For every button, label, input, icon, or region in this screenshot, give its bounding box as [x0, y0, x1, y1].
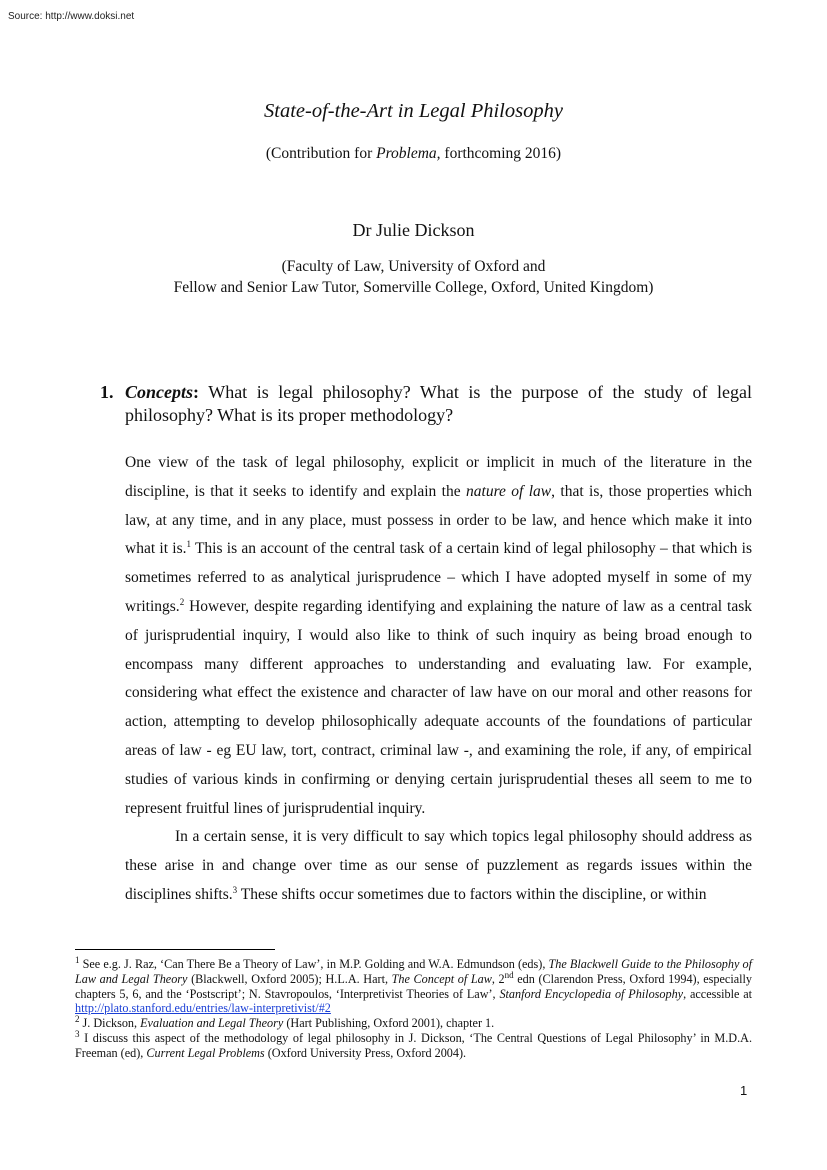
- body-text: [125, 449, 752, 910]
- affiliation-line-1: (Faculty of Law, University of Oxford and: [281, 258, 546, 275]
- fn1-text-a: See e.g. J. Raz, ‘Can There Be a Theory of Law’, in M.P. Golding and W.A. Edmundson (eds),: [79, 957, 549, 971]
- fn3-title: Current Legal Problems: [146, 1045, 265, 1060]
- p2-text-a: In a certain sense, it is very difficult to say which topics legal philosophy should address as these arise in and change over time as our sense of puzzlement as regards issues within the disciplines shifts.: [125, 828, 752, 903]
- footnote-3-number: 3: [75, 1028, 80, 1039]
- fn2-text-a: J. Dickson,: [79, 1016, 141, 1031]
- fn1-title-1: The Blackwell Guide to the Philosophy of Law and Legal Theory: [75, 957, 753, 986]
- section-colon: :: [193, 382, 200, 402]
- affiliation-line-2: Fellow and Senior Law Tutor, Somerville College, Oxford, United Kingdom): [173, 279, 654, 296]
- subtitle-prefix: (Contribution for: [265, 145, 377, 162]
- fn1-ordinal: nd: [504, 969, 514, 980]
- document-title: State-of-the-Art in Legal Philosophy: [264, 100, 563, 122]
- section-question: What is legal philosophy? What is the purpose of the study of legal philosophy? What is its proper methodology?: [125, 382, 752, 425]
- p1-text-d: However, despite regarding identifying and explaining the nature of law as a central task of jurisprudential inquiry, I would also like to think of such inquiry as being broad enough to encompass many different approaches to understanding and evaluating law. For example, considering what effect the existence and character of law have on our moral and other reasons for action, attempting to develop philosophically adequate accounts of the foundations of particular areas of law - eg EU law, tort, contract, criminal law -, and examining the role, if any, of empirical studies of various kinds in confirming or denying certain jurisprudential theses all seem to me to represent fruitful lines of jurisprudential inquiry.: [125, 597, 752, 817]
- p1-emphasis: nature of law: [466, 482, 552, 500]
- fn1-title-2: The Concept of Law: [391, 971, 492, 986]
- footnotes: [75, 954, 753, 1061]
- footnote-2: [75, 1016, 752, 1031]
- footnote-1-number: 1: [75, 954, 80, 965]
- section-heading-text: [125, 381, 752, 427]
- footnote-3: [75, 1028, 752, 1061]
- fn2-title: Evaluation and Legal Theory: [140, 1016, 284, 1031]
- fn3-text-c: (Oxford University Press, Oxford 2004).: [264, 1045, 467, 1060]
- author-name: Dr Julie Dickson: [352, 220, 475, 240]
- footnote-1: [75, 954, 753, 1016]
- page-number: 1: [740, 1083, 748, 1098]
- fn1-text-c: (Blackwell, Oxford 2005); H.L.A. Hart,: [187, 971, 392, 986]
- fn2-text-c: (Hart Publishing, Oxford 2001), chapter 1.: [283, 1016, 495, 1031]
- document-subtitle: [0, 145, 827, 163]
- paragraph-1: [125, 449, 752, 823]
- p2-text-b: These shifts occur sometimes due to factors within the discipline, or within: [237, 885, 707, 903]
- fn1-title-3: Stanford Encyclopedia of Philosophy: [499, 986, 684, 1001]
- subtitle-suffix: forthcoming 2016): [440, 145, 562, 162]
- footnote-ref-1[interactable]: 1: [186, 539, 191, 550]
- subtitle-journal: Problema,: [376, 145, 441, 162]
- section-heading: [100, 381, 752, 427]
- paragraph-2: [125, 823, 752, 909]
- source-url-label: Source: http://www.doksi.net: [8, 11, 135, 22]
- footnote-separator: [75, 949, 275, 950]
- fn1-text-e: , 2: [491, 971, 505, 986]
- section-number: 1.: [100, 382, 114, 402]
- footnote-ref-2[interactable]: 2: [179, 596, 185, 607]
- footnote-2-number: 2: [75, 1014, 80, 1025]
- fn1-text-f: edn (Clarendon Press, Oxford 1994), especially chapters 5, 6, and the ‘Postscript’; N. Stavropoulos, ‘Interpretivist Theories of Law’,: [75, 971, 752, 1001]
- stanford-encyclopedia-link[interactable]: http://plato.stanford.edu/entries/law-interpretivist/#2: [75, 1001, 331, 1016]
- section-label: Concepts: [125, 382, 194, 402]
- fn1-text-h: , accessible at: [683, 986, 752, 1001]
- p1-text-c: This is an account of the central task of a certain kind of legal philosophy – that which is sometimes referred to as analytical jurisprudence – which I have adopted myself in some of my writings.: [125, 540, 752, 615]
- fn3-text-a: I discuss this aspect of the methodology of legal philosophy in J. Dickson, ‘The Central Questions of Legal Philosophy’ in M.D.A. Freeman (ed),: [75, 1030, 752, 1060]
- p1-text-a: One view of the task of legal philosophy, explicit or implicit in much of the literature in the discipline, is that it seeks to identify and explain the: [125, 454, 752, 500]
- p1-text-b: , that is, those properties which law, at any time, and in any place, must possess in order to be law, and hence which make it into what it is.: [125, 482, 752, 558]
- footnote-ref-3[interactable]: 3: [232, 884, 238, 895]
